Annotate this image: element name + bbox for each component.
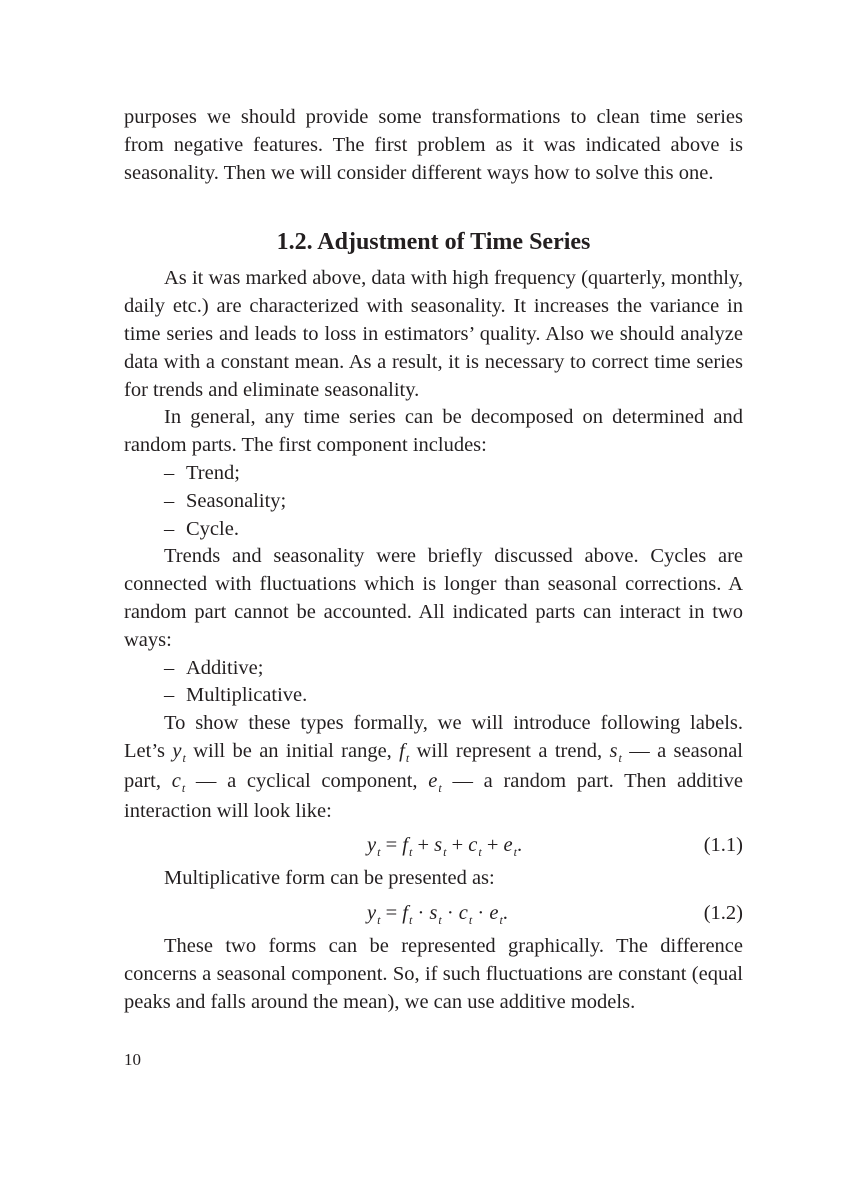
equation-formula: $y_t = f_t + s_t + c_t + e_t$. xyxy=(367,834,523,860)
paragraph-seasonality: As it was marked above, data with high frequency (quarterly, monthly, daily etc.) are characterized with seasonality. It increases the variance in time series and leads to loss in estimators’ quality. Also we should analyze data with a constant mean. As a result, it is necessary to correct time series for trends and eliminate seasonality. xyxy=(124,267,743,401)
list-item: – Multiplicative. xyxy=(164,684,308,707)
equation-additive xyxy=(124,825,743,865)
paragraph-cycles: Trends and seasonality were briefly discussed above. Cycles are connected with fluctuations which is longer than seasonal corrections. A random part cannot be accounted. All indicated parts can interact in two ways: xyxy=(124,545,743,651)
equation-multiplicative xyxy=(124,893,743,933)
list-item: – Trend; xyxy=(164,461,240,484)
paragraph-multiplicative: Multiplicative form can be presented as: xyxy=(164,867,495,890)
list-item: – Seasonality; xyxy=(164,489,287,512)
equation-number: (1.2) xyxy=(703,902,743,925)
equation-formula: $y_t = f_t \cdot s_t \cdot c_t \cdot e_t$. xyxy=(367,902,508,928)
opening-paragraph: purposes we should provide some transformations to clean time series from negative features. The first problem as it was indicated above is seasonality. Then we will consider different ways how to solve this one. xyxy=(124,106,743,184)
paragraph-labels: To show these types formally, we will introduce following labels. Let’s $y_t$ will be an initial range, $f_t$ will represent a trend, $s_t$ — a seasonal part, $c_t$ — a cyclical component, $e_t$ — a random part. Then additive interaction will look like: xyxy=(124,712,744,822)
list-item: – Cycle. xyxy=(164,517,239,540)
component-list xyxy=(124,460,743,543)
list-item: – Additive; xyxy=(164,656,264,679)
page-number: 10 xyxy=(124,1050,141,1069)
section-title: 1.2. Adjustment of Time Series xyxy=(276,229,591,256)
interaction-list xyxy=(124,655,743,711)
page-body xyxy=(124,104,743,1017)
equation-number: (1.1) xyxy=(703,834,743,857)
paragraph-graphical: These two forms can be represented graphically. The difference concerns a seasonal component. So, if such fluctuations are constant (equal peaks and falls around the mean), we can use additive models. xyxy=(124,935,743,1013)
paragraph-decomposition: In general, any time series can be decomposed on determined and random parts. The first component includes: xyxy=(124,406,743,457)
